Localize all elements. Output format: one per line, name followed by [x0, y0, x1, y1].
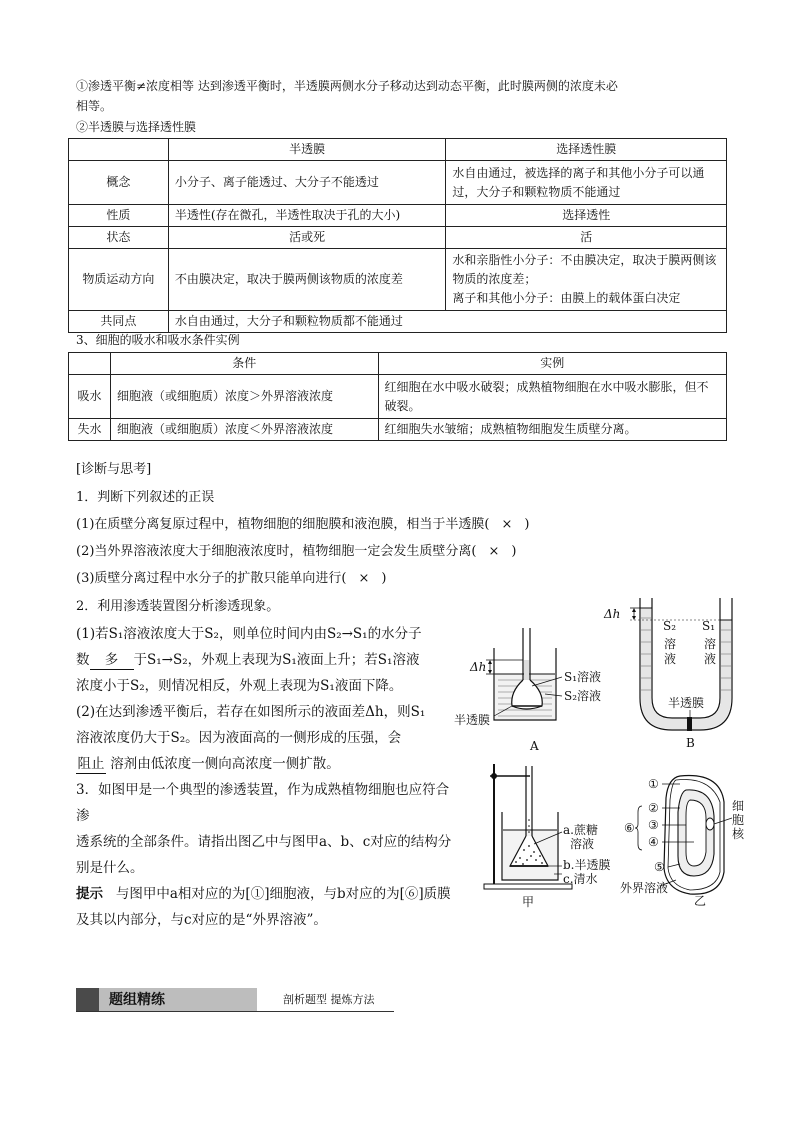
- q1-item-2: [76, 541, 516, 563]
- s1-solution-label: S₁溶液: [564, 670, 602, 684]
- s1-label: S₁: [702, 619, 716, 633]
- figure-a-osmosis-beaker: [450, 620, 600, 755]
- q3-line: 透系统的全部条件。请指出图乙中与图甲a、b、c对应的结构分: [76, 834, 452, 850]
- table-row: [69, 227, 727, 249]
- table-header-cell: [69, 139, 169, 161]
- q2-text: 溶剂由低浓度一侧向高浓度一侧扩散。: [110, 756, 340, 772]
- intro-line-1: ①渗透平衡≠浓度相等 达到渗透平衡时，半透膜两侧水分子移动达到动态平衡，此时膜两侧的浓度未必: [76, 79, 618, 93]
- table-cell: 水自由通过，被选择的离子和其他小分子可以通过，大分子和颗粒物质不能通过: [446, 161, 727, 205]
- row-label: 吸水: [69, 375, 111, 419]
- table-header-cell: 半透膜: [168, 139, 446, 161]
- q2-line: (2)在达到渗透平衡后，若存在如图所示的液面差Δh，则S₁: [76, 704, 426, 720]
- table-cell: 活或死: [168, 227, 446, 249]
- section-title-membranes: ②半透膜与选择透性膜: [76, 120, 197, 134]
- label-5: ⑤: [654, 860, 665, 874]
- figure-jia-caption: 甲: [522, 895, 535, 909]
- row-label: 状态: [69, 227, 169, 249]
- table-cell-line: 水和亲脂性小分子：不由膜决定，取决于膜两侧该物质的浓度差；: [452, 253, 717, 286]
- q2-text: 于S₁→S₂，外观上表现为S₁液面上升；若S₁溶液: [133, 652, 420, 668]
- table-row: [69, 249, 727, 311]
- table-header-cell: [69, 353, 111, 375]
- label-6: ⑥: [624, 821, 635, 835]
- section-bar-marker: [76, 988, 99, 1012]
- section-title-water-uptake: 3、细胞的吸水和吸水条件实例: [76, 333, 240, 347]
- table-row: [69, 161, 727, 205]
- label-a-solution: 溶液: [570, 837, 595, 851]
- membrane-label: 半透膜: [454, 713, 491, 727]
- delta-h-label: Δh: [604, 607, 621, 621]
- table-header-row: [69, 353, 727, 375]
- label-4: ④: [648, 835, 659, 849]
- table-cell: 小分子、离子能透过、大分子不能透过: [168, 161, 446, 205]
- intro-paragraph-1: [76, 76, 726, 116]
- q2-paragraph-1: [76, 621, 448, 777]
- hint-label: 提示: [76, 886, 103, 902]
- figure-yi-plant-cell: [620, 772, 770, 908]
- water-uptake-table: [68, 352, 727, 441]
- row-label: 物质运动方向: [69, 249, 169, 311]
- nucleus-label: 细胞核: [732, 799, 745, 841]
- figure-b-caption: B: [686, 736, 695, 750]
- hint-line: [76, 881, 456, 907]
- q1-item-end: ): [511, 544, 517, 559]
- table-header-cell: 条件: [110, 353, 378, 375]
- row-label: 共同点: [69, 311, 169, 333]
- membrane-label: 半透膜: [668, 696, 705, 710]
- question-2-title: 2．利用渗透装置图分析渗透现象。: [76, 599, 280, 614]
- delta-h-label: Δh: [470, 660, 487, 674]
- wrong-mark: ×: [501, 517, 513, 532]
- q2-line: (1)若S₁溶液浓度大于S₂，则单位时间内由S₂→S₁的水分子: [76, 626, 422, 642]
- hint-text: 与图甲中a相对应的为[①]细胞液，与b对应的为[⑥]质膜: [115, 886, 451, 902]
- q1-item-text: (3)质壁分离过程中水分子的扩散只能单向进行(: [76, 571, 347, 586]
- q3-line: 别是什么。: [76, 860, 144, 876]
- outer-solution-label: 外界溶液: [620, 881, 669, 895]
- section-bar-title: 题组精练: [99, 988, 257, 1012]
- q1-item-end: ): [524, 517, 530, 532]
- table-cell: 活: [446, 227, 727, 249]
- intro-line-2: 相等。: [76, 99, 113, 113]
- q3-line: 3．如图甲是一个典型的渗透装置，作为成熟植物细胞也应符合渗: [76, 782, 450, 824]
- row-label: 概念: [69, 161, 169, 205]
- answer-blank: 阻止: [77, 756, 105, 772]
- q2-text: 数: [76, 652, 90, 668]
- section-bar: [76, 988, 394, 1012]
- table-cell: 半透性(存在微孔，半透性取决于孔的大小): [168, 205, 446, 227]
- q2-line: 浓度小于S₂，则情况相反，外观上表现为S₁液面下降。: [76, 678, 403, 694]
- table-row: [69, 375, 727, 419]
- table-cell-line: 离子和其他小分子：由膜上的载体蛋白决定: [452, 291, 681, 305]
- table-cell: 红细胞失水皱缩；成熟植物细胞发生质壁分离。: [378, 419, 726, 441]
- table-header-cell: 实例: [378, 353, 726, 375]
- answer-blank: 多: [90, 651, 134, 670]
- table-cell: 细胞液（或细胞质）浓度＜外界溶液浓度: [110, 419, 378, 441]
- q1-item-end: ): [381, 571, 387, 586]
- figure-jia-svg: [480, 760, 620, 908]
- q2-line: 溶液浓度仍大于S₂。因为液面高的一侧形成的压强，会: [76, 730, 402, 746]
- table-cell: 红细胞在水中吸水破裂；成熟植物细胞在水中吸水膨胀，但不破裂。: [378, 375, 726, 419]
- figure-jia-osmosis-setup: [480, 760, 620, 908]
- membrane-comparison-table: [68, 138, 727, 333]
- table-cell: 水自由通过，大分子和颗粒物质都不能通过: [168, 311, 726, 333]
- figure-yi-caption: 乙: [694, 894, 707, 908]
- wrong-mark: ×: [358, 571, 370, 586]
- wrong-mark: ×: [488, 544, 500, 559]
- table-cell: 细胞液（或细胞质）浓度＞外界溶液浓度: [110, 375, 378, 419]
- diagnosis-heading: [诊断与思考]: [76, 462, 152, 477]
- q1-item-text: (1)在质壁分离复原过程中，植物细胞的细胞膜和液泡膜，相当于半透膜(: [76, 517, 490, 532]
- figure-yi-svg: [620, 772, 770, 908]
- q1-item-3: [76, 568, 386, 590]
- label-a-sucrose: a.蔗糖: [563, 823, 598, 837]
- label-2: ②: [648, 801, 659, 815]
- table-cell: 选择透性: [446, 205, 727, 227]
- q3-paragraph: [76, 777, 456, 933]
- solution-label-left: 溶液: [664, 637, 677, 666]
- figure-a-svg: [450, 620, 600, 755]
- row-label: 性质: [69, 205, 169, 227]
- solution-label-right: 溶液: [704, 637, 717, 666]
- table-cell: 不由膜决定，取决于膜两侧该物质的浓度差: [168, 249, 446, 311]
- figure-b-u-tube: [600, 598, 750, 753]
- q1-item-1: [76, 514, 529, 536]
- s2-solution-label: S₂溶液: [564, 689, 602, 703]
- question-1-title: 1．判断下列叙述的正误: [76, 490, 215, 505]
- table-row: [69, 419, 727, 441]
- hint-line: 及其以内部分，与c对应的是“外界溶液”。: [76, 912, 327, 928]
- table-header-cell: 选择透性膜: [446, 139, 727, 161]
- section-bar-subtitle: 剖析题型 提炼方法: [283, 993, 375, 1006]
- label-b-membrane: b.半透膜: [563, 858, 611, 872]
- label-c-water: c.清水: [563, 872, 598, 886]
- figure-b-svg: [600, 598, 750, 753]
- label-3: ③: [648, 818, 659, 832]
- table-header-row: [69, 139, 727, 161]
- row-label: 失水: [69, 419, 111, 441]
- figure-a-caption: A: [530, 739, 539, 753]
- q2-line: [76, 647, 448, 673]
- s2-label: S₂: [663, 619, 677, 633]
- label-1: ①: [648, 777, 659, 791]
- table-row: [69, 205, 727, 227]
- q1-item-text: (2)当外界溶液浓度大于细胞液浓度时，植物细胞一定会发生质壁分离(: [76, 544, 477, 559]
- table-cell: [446, 249, 727, 311]
- section-bar-rule: [76, 1011, 394, 1012]
- q2-line: [76, 751, 448, 777]
